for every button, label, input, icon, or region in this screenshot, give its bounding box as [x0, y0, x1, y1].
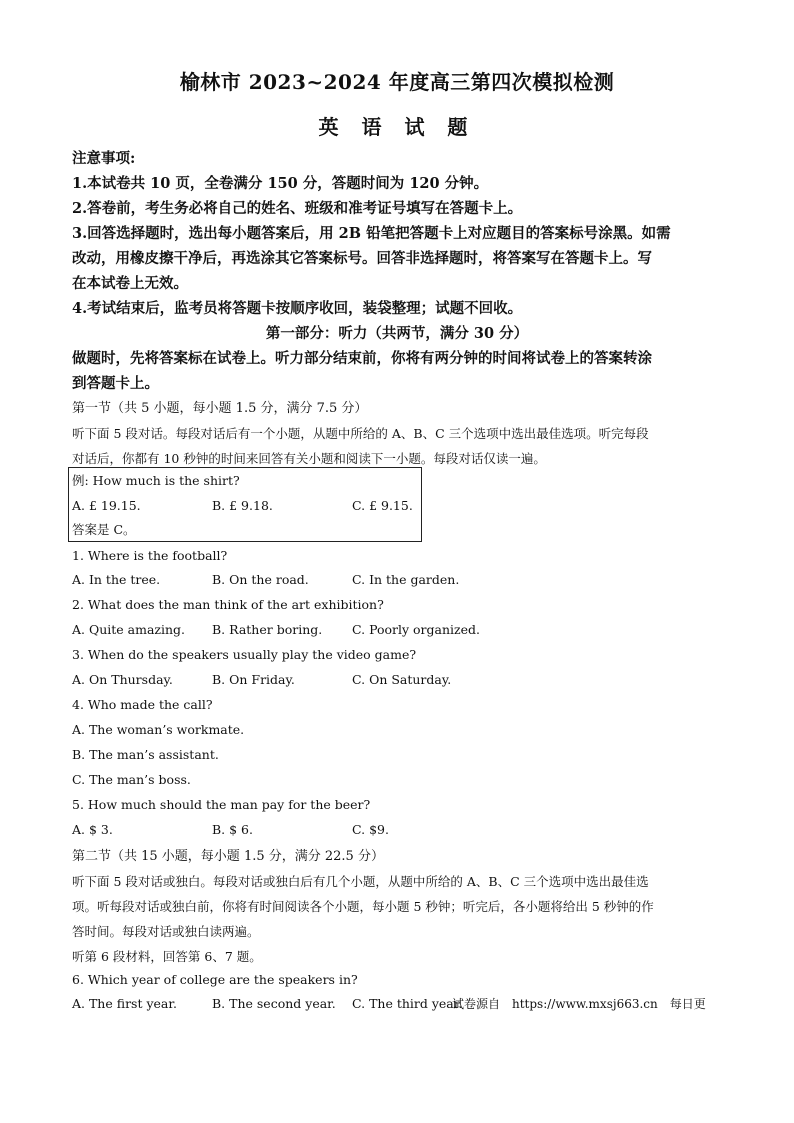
- exam-subtitle: 英 语 试 题: [318, 115, 476, 139]
- section1-instruction-line-1: 听下面 5 段对话。每段对话后有一个小题，从题中所给的 A、B、C 三个选项中选出最佳选项。听完每段: [72, 426, 649, 441]
- question-5: 5. How much should the man pay for the beer?: [72, 797, 371, 812]
- q1-option-c: C. In the garden.: [352, 572, 460, 587]
- part1-heading: 第一部分：听力（共两节，满分 30 分）: [265, 325, 529, 342]
- q5-option-c: C. $9.: [352, 822, 389, 837]
- section2-instruction-line-2: 项。听每段对话或独白前，你将有时间阅读各个小题，每小题 5 秒钟；听完后，各小题将给出 5 秒钟的作: [72, 899, 654, 914]
- q3-option-b: B. On Friday.: [212, 672, 295, 687]
- q2-option-b: B. Rather boring.: [212, 622, 323, 637]
- q2-option-a: A. Quite amazing.: [72, 622, 186, 637]
- question-4: 4. Who made the call?: [72, 697, 213, 712]
- note-item-1: 1.本试卷共 10 页，全卷满分 150 分，答题时间为 120 分钟。: [72, 175, 489, 192]
- q5-option-b: B. $ 6.: [212, 822, 253, 837]
- section2-instruction-line-1: 听下面 5 段对话或独白。每段对话或独白后有几个小题，从题中所给的 A、B、C 三个选项中选出最佳选: [72, 874, 649, 889]
- q6-option-c: C. The third year.: [352, 996, 463, 1011]
- note-item-3-line-1: 3.回答选择题时，选出每小题答案后，用 2B 铅笔把答题卡上对应题目的答案标号涂黑。如需: [72, 225, 671, 242]
- q2-option-c: C. Poorly organized.: [352, 622, 480, 637]
- note-item-3-line-3: 在本试卷上无效。: [72, 275, 188, 292]
- question-2: 2. What does the man think of the art exhibition?: [72, 597, 384, 612]
- exam-title: 榆林市 2023~2024 年度高三第四次模拟检测: [179, 70, 615, 94]
- q6-option-a: A. The first year.: [72, 996, 177, 1011]
- section1-heading: 第一节（共 5 小题，每小题 1.5 分，满分 7.5 分）: [72, 401, 368, 416]
- part1-instruction-line-1: 做题时，先将答案标在试卷上。听力部分结束前，你将有两分钟的时间将试卷上的答案转涂: [72, 350, 652, 367]
- note-item-2: 2.答卷前，考生务必将自己的姓名、班级和准考证号填写在答题卡上。: [72, 200, 523, 217]
- section2-instruction-line-3: 答时间。每段对话或独白读两遍。: [72, 924, 260, 939]
- q3-option-c: C. On Saturday.: [352, 672, 452, 687]
- example-option-c: C. £ 9.15.: [352, 498, 413, 513]
- example-question: 例: How much is the shirt?: [72, 473, 240, 488]
- section2-heading: 第二节（共 15 小题，每小题 1.5 分，满分 22.5 分）: [72, 849, 384, 864]
- question-1: 1. Where is the football?: [72, 548, 228, 563]
- q3-option-a: A. On Thursday.: [72, 672, 173, 687]
- q6-option-b: B. The second year.: [212, 996, 336, 1011]
- section1-instruction-line-2: 对话后，你都有 10 秒钟的时间来回答有关小题和阅读下一小题。每段对话仅读一遍。: [72, 451, 546, 466]
- part1-instruction-line-2: 到答题卡上。: [72, 375, 159, 392]
- note-item-4: 4.考试结束后，监考员将答题卡按顺序收回，装袋整理；试题不回收。: [72, 300, 523, 317]
- notes-heading: 注意事项:: [72, 150, 136, 167]
- question-3: 3. When do the speakers usually play the video game?: [72, 647, 417, 662]
- watermark-text: 试卷源自 https://www.mxsj663.cn 每日更: [452, 997, 706, 1011]
- q5-option-a: A. $ 3.: [72, 822, 113, 837]
- note-item-3-line-2: 改动，用橡皮擦干净后，再选涂其它答案标号。回答非选择题时，将答案写在答题卡上。写: [72, 250, 652, 267]
- q1-option-b: B. On the road.: [212, 572, 309, 587]
- example-option-b: B. £ 9.18.: [212, 498, 273, 513]
- example-answer: 答案是 C。: [72, 522, 136, 537]
- q4-option-a: A. The woman’s workmate.: [72, 722, 245, 737]
- example-option-a: A. £ 19.15.: [72, 498, 141, 513]
- material-6-intro: 听第 6 段材料，回答第 6、7 题。: [72, 949, 262, 964]
- question-6: 6. Which year of college are the speakers in?: [72, 972, 358, 987]
- q4-option-c: C. The man’s boss.: [72, 772, 191, 787]
- q1-option-a: A. In the tree.: [72, 572, 161, 587]
- q4-option-b: B. The man’s assistant.: [72, 747, 219, 762]
